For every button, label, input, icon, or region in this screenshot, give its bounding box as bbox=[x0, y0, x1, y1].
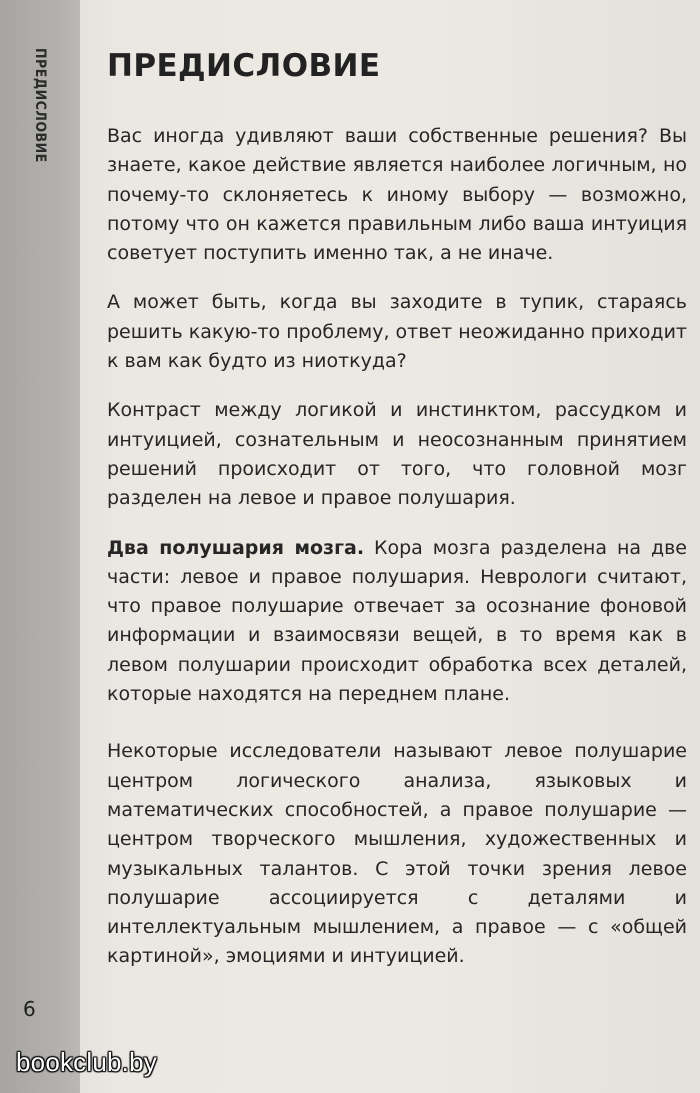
page-number: 6 bbox=[23, 997, 36, 1021]
page-content bbox=[107, 44, 687, 972]
paragraph-3 bbox=[107, 396, 687, 513]
paragraph-2-text: А может быть, когда вы заходите в тупик, стараясь решить какую-то проблему, ответ неожиданно приходит к вам как будто из ниоткуда? bbox=[107, 291, 687, 373]
watermark-text: bookclub.by bbox=[16, 1047, 157, 1077]
paragraph-3-text: Контраст между логикой и инстинктом, рассудком и интуицией, сознательным и неосознанным принятием решений происходит от того, что головной мозг разделен на левое и правое полушария. bbox=[107, 399, 687, 510]
paragraph-5 bbox=[107, 737, 687, 971]
paragraph-1-text: Вас иногда удивляют ваши собственные решения? Вы знаете, какое действие является наиболее логичным, но почему-то склоняетесь к иному выбору — возможно, потому что он кажется правильным либо ваша интуиция советует поступить именно так, а не иначе. bbox=[107, 125, 687, 265]
paragraph-1 bbox=[107, 122, 687, 268]
paragraph-4-lead: Два полушария мозга. bbox=[107, 536, 365, 559]
page-title: ПРЕДИСЛОВИЕ bbox=[107, 48, 381, 84]
paragraph-5-text: Некоторые исследователи называют левое полушарие центром логического анализа, языковых и математических способностей, а правое полушарие — центром творческого мышления, художественных и музыкальных талантов. С этой точки зрения левое полушарие ассоциируется с деталями и интеллектуальным мышлением, а правое — с «общей картиной», эмоциями и интуицией. bbox=[107, 740, 687, 968]
paragraph-4 bbox=[107, 534, 687, 710]
paragraph-2 bbox=[107, 288, 687, 376]
running-head-text: ПРЕДИСЛОВИЕ bbox=[32, 48, 48, 163]
side-strip bbox=[0, 0, 80, 1093]
paragraph-4-text: Кора мозга разделена на две части: левое и правое полушария. Неврологи считают, что правое полушарие отвечает за осознание фоновой информации и взаимосвязи вещей, в то время как в левом полушарии происходит обработка всех деталей, которые находятся на переднем плане. bbox=[107, 536, 688, 706]
